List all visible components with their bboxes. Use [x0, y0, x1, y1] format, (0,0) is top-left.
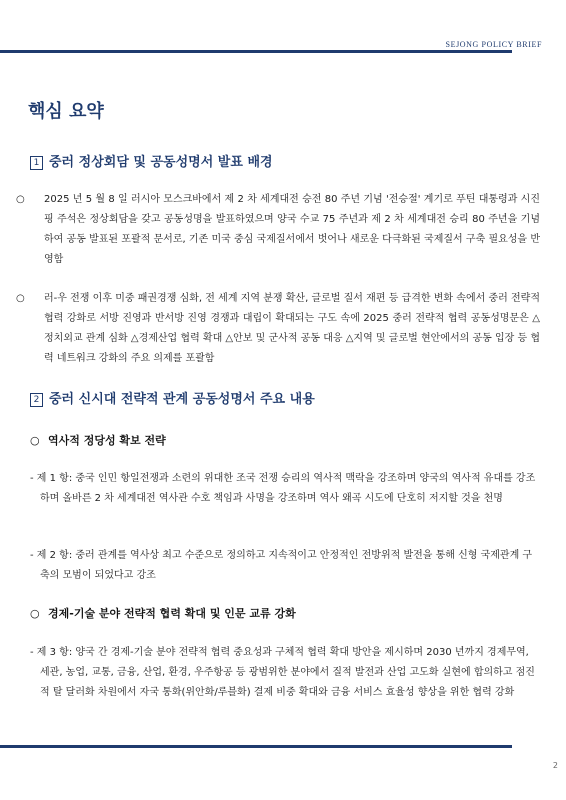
list-item: - 제 1 항: 중국 인민 항일전쟁과 소련의 위대한 조국 전쟁 승리의 역사적 맥락을 강조하며 양국의 역사적 유대를 강조하며 올바른 2 차 세계대전 역사관 수호 책임과 사명을 강조하며 역사 왜곡 시도에 단호히 저지할 것을 천명: [30, 473, 536, 504]
circle-bullet-icon: ○: [16, 293, 25, 304]
paragraph: [16, 190, 540, 270]
section-2-title: 중러 신시대 전략적 관계 공동성명서 주요 내용: [49, 392, 315, 407]
paragraph-text: 2025 년 5 월 8 일 러시아 모스크바에서 제 2 차 세계대전 승전 80 주년 기념 '전승절' 계기로 푸틴 대통령과 시진핑 주석은 정상회담을 갖고 공동성명을 발표하였으며 양국 수교 75 주년과 제 2 차 세계대전 승리 80 주년을 기념하여 공동 발표된 포괄적 문서로, 기존 미국 중심 국제질서에서 벗어나 새로운 다극화된 국제질서 구축 필요성을 반영함: [44, 194, 540, 265]
subsection-title: 역사적 정당성 확보 전략: [48, 434, 166, 447]
list-item: - 제 2 항: 중러 관계를 역사상 최고 수준으로 정의하고 지속적이고 안정적인 전방위적 발전을 통해 신형 국제관계 구축의 모범이 되었다고 강조: [30, 550, 533, 581]
footer-rule: [0, 745, 512, 748]
paragraph: [16, 289, 540, 369]
section-2-heading: [30, 388, 315, 407]
subsection-heading: [30, 432, 166, 448]
subsection-title: 경제-기술 분야 전략적 협력 확대 및 인문 교류 강화: [48, 607, 296, 620]
page-title: 핵심 요약: [28, 101, 104, 122]
section-1-title: 중러 정상회담 및 공동성명서 발표 배경: [49, 155, 273, 170]
section-number-box: 2: [30, 393, 43, 407]
circle-bullet-icon: ○: [30, 607, 40, 620]
header-rule: [0, 50, 512, 53]
circle-bullet-icon: ○: [30, 434, 40, 447]
brand-label: SEJONG POLICY BRIEF: [445, 40, 542, 49]
paragraph-text: 러-우 전쟁 이후 미중 패권경쟁 심화, 전 세계 지역 분쟁 확산, 글로벌 질서 재편 등 급격한 변화 속에서 중러 전략적 협력 강화로 서방 진영과 반서방 진영 경쟁과 대립이 확대되는 구도 속에 2025 중러 전략적 협력 공동성명문은 △정치외교 관계 심화 △경제산업 협력 확대 △안보 및 군사적 공동 대응 △지역 및 글로벌 현안에서의 공동 입장 등 협력 네트워크 강화의 주요 의제를 포괄함: [44, 293, 540, 364]
circle-bullet-icon: ○: [16, 194, 25, 205]
subsection-heading: [30, 605, 296, 621]
section-number-box: 1: [30, 156, 43, 170]
page-number: 2: [552, 761, 558, 770]
section-1-heading: [30, 151, 273, 170]
list-item: - 제 3 항: 양국 간 경제-기술 분야 전략적 협력 중요성과 구체적 협력 확대 방안을 제시하며 2030 년까지 경제무역, 세관, 농업, 교통, 금융, 산업, 환경, 우주항공 등 광범위한 분야에서 질적 발전과 산업 고도화 실현에 합의하고 점진적 탈 달러화 차원에서 자국 통화(위안화/루블화) 결제 비중 확대와 금융 서비스 효율성 향상을 위한 협력 강화: [30, 647, 535, 698]
